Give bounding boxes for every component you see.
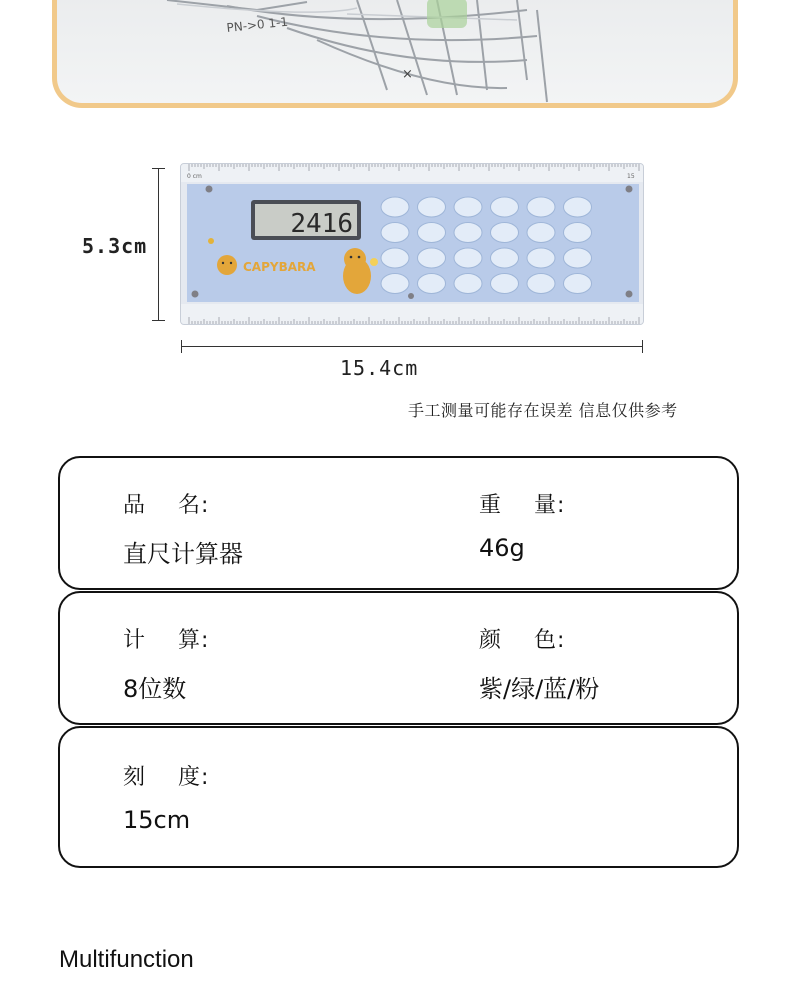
spec-card-calc-color — [58, 591, 739, 725]
calculator-key — [491, 248, 519, 268]
spec-card-name-weight — [58, 456, 739, 590]
spec-label-weight: 重 量: — [479, 493, 566, 518]
calculator-key — [491, 274, 519, 294]
spec-label-scale: 刻 度: — [123, 765, 210, 790]
calculator-key — [381, 274, 409, 294]
calculator-key — [418, 223, 446, 243]
calculator-key — [564, 223, 592, 243]
svg-text:×: × — [402, 67, 413, 82]
spec-label-calculation: 计 算: — [123, 628, 210, 653]
calculator-key — [564, 248, 592, 268]
spec-card-scale — [58, 726, 739, 868]
width-label: 15.4cm — [340, 356, 419, 380]
section-title: Multifunction — [59, 946, 194, 973]
calculator-key — [418, 274, 446, 294]
spec-label-name: 品 名: — [123, 493, 210, 518]
spec-value-color: 紫/绿/蓝/粉 — [479, 675, 600, 703]
calculator-key — [454, 197, 482, 217]
calculator-key — [527, 274, 555, 294]
height-dimension-line — [158, 168, 159, 320]
calculator-key — [454, 248, 482, 268]
calculator-key — [564, 274, 592, 294]
calculator-key — [491, 223, 519, 243]
width-dimension-line — [181, 346, 642, 347]
ruler-start-label: 0 cm — [187, 173, 202, 180]
spec-value-calculation: 8位数 — [123, 675, 187, 703]
calculator-key — [418, 248, 446, 268]
calculator-key — [381, 197, 409, 217]
calculator-key — [418, 197, 446, 217]
spec-value-name: 直尺计算器 — [123, 540, 243, 568]
calculator-key — [381, 223, 409, 243]
calculator-key — [454, 274, 482, 294]
brand-text: CAPYBARA — [243, 260, 316, 274]
ruler-calculator-image — [180, 163, 644, 325]
calculator-key — [527, 223, 555, 243]
spec-value-scale: 15cm — [123, 806, 191, 834]
calculator-key — [564, 197, 592, 217]
photo-handwriting: PN->0 1-1 — [225, 14, 289, 35]
wire-basket-illustration — [57, 0, 738, 108]
product-photo — [52, 0, 738, 108]
dimension-diagram — [0, 150, 790, 390]
calculator-key — [527, 197, 555, 217]
height-label: 5.3cm — [82, 234, 148, 258]
measurement-disclaimer: 手工测量可能存在误差 信息仅供参考 — [408, 401, 678, 420]
calculator-key — [491, 197, 519, 217]
lcd-display-value: 2416 — [290, 209, 353, 239]
spec-label-color: 颜 色: — [479, 628, 566, 653]
ruler-end-label: 15 — [627, 173, 635, 180]
calculator-key — [381, 248, 409, 268]
calculator-key — [454, 223, 482, 243]
spec-value-weight: 46g — [479, 534, 525, 562]
calculator-key — [527, 248, 555, 268]
